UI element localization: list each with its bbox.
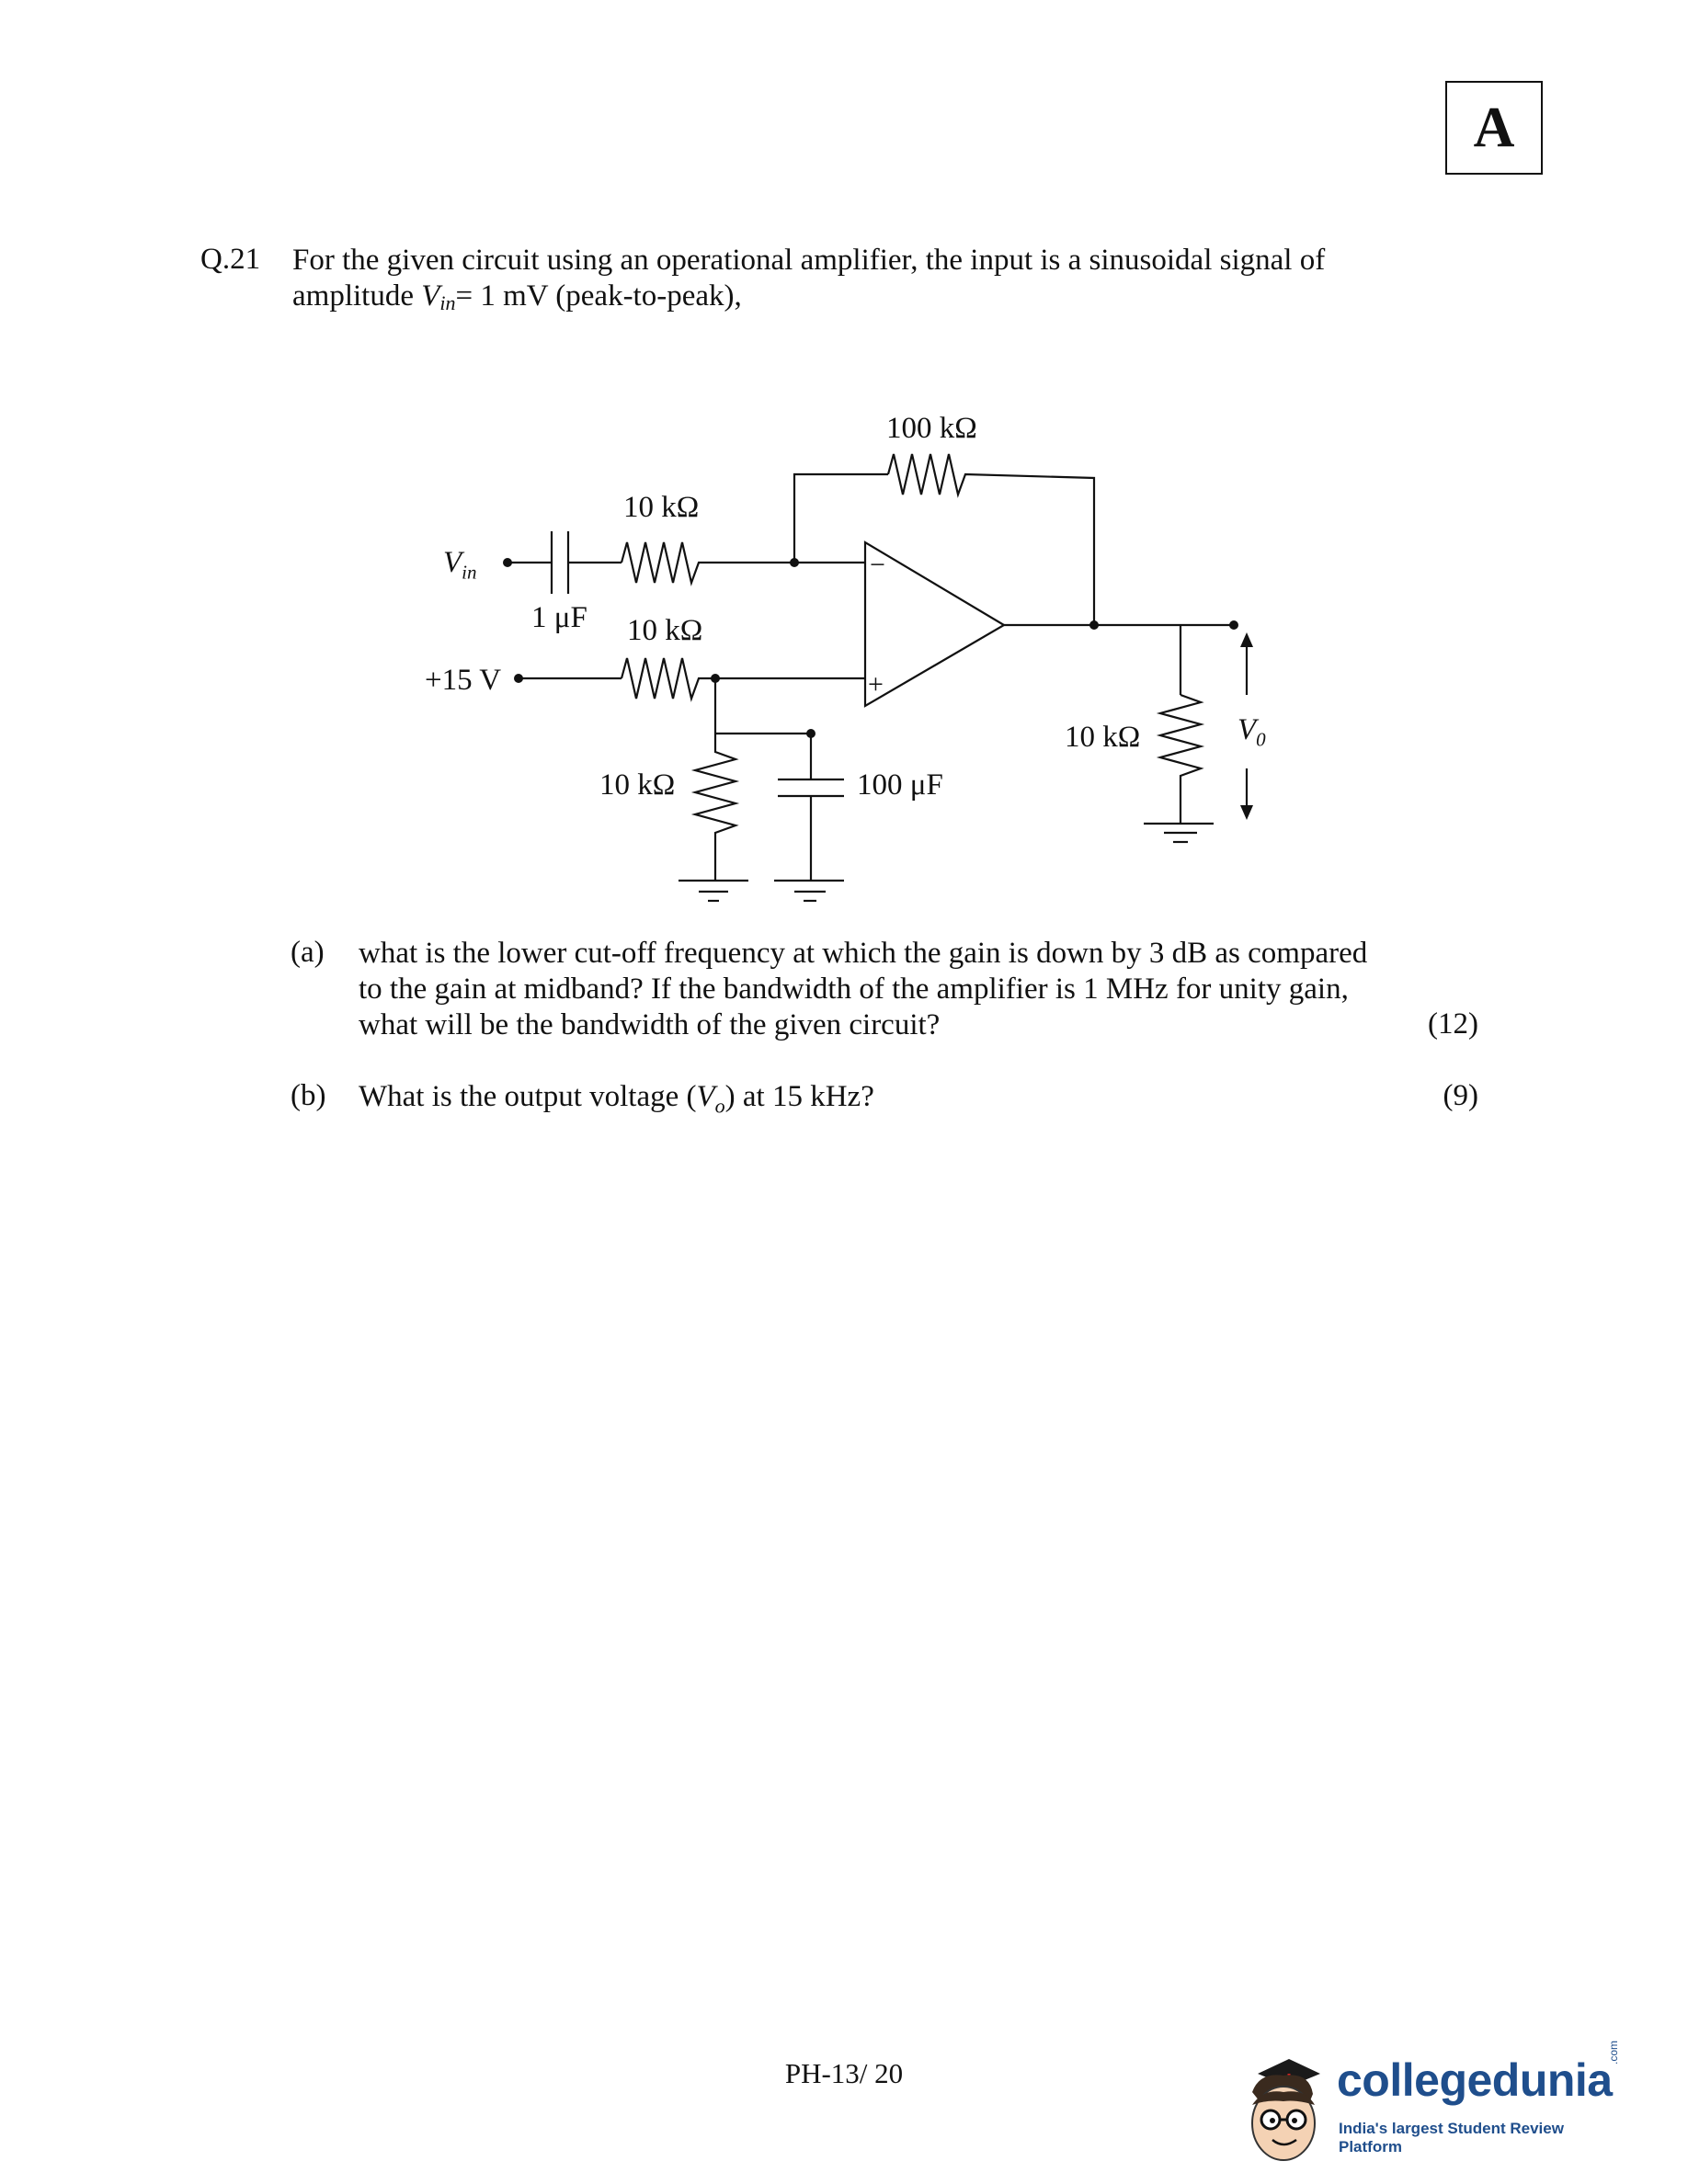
vo-arrowhead-up — [1240, 632, 1253, 647]
inverting-node — [790, 558, 799, 567]
part-a-marks: (12) — [1428, 1007, 1478, 1041]
logo-brand-text: collegedunia — [1337, 2054, 1613, 2106]
inverting-input-sign: − — [870, 550, 885, 580]
vo-arrowhead-down — [1240, 805, 1253, 820]
op-amp-triangle — [865, 542, 1004, 706]
logo-tagline: India's largest Student Review Platform — [1339, 2120, 1564, 2156]
input-resistor-label: 10 kΩ — [623, 491, 700, 524]
op-amp-circuit-diagram — [0, 0, 1688, 919]
vin-label: $V_{in}$ — [443, 546, 477, 584]
feedback-resistor-label: 100 kΩ — [886, 412, 977, 445]
part-a-text: what is the lower cut-off frequency at which the gain is down by 3 dB as compared to the gain at midband? If the bandwidth of the amplifier is 1 MHz for unity gain, what will be the bandwidth of the given circuit? — [359, 937, 1368, 1041]
load-resistor — [1160, 695, 1201, 824]
question-line-2: amplitude $V_{in}= 1$ mV (peak-to-peak), — [292, 279, 742, 314]
part-b-text: What is the output voltage $(V_o)$ at 15 kHz? — [359, 1080, 874, 1118]
feedback-resistor — [888, 454, 1094, 625]
input-resistor — [622, 542, 794, 583]
ground-resistor — [695, 734, 736, 881]
logo-dotcom-text: .com — [1607, 2040, 1620, 2065]
set-letter: A — [1473, 96, 1515, 159]
bias-node — [711, 674, 720, 683]
part-a-label: (a) — [291, 936, 325, 969]
input-capacitor-label: 1 μF — [531, 601, 587, 634]
mascot-icon — [1232, 2048, 1333, 2167]
part-b-marks: (9) — [1443, 1079, 1478, 1112]
cap-node — [806, 729, 815, 738]
plus15v-terminal — [514, 674, 523, 683]
output-node — [1089, 620, 1099, 630]
part-b-label: (b) — [291, 1079, 326, 1112]
load-resistor-label: 10 kΩ — [1065, 721, 1141, 754]
vin-terminal — [503, 558, 512, 567]
question-line-1: For the given circuit using an operational amplifier, the input is a sinusoidal signal of — [292, 244, 1326, 277]
bias-resistor — [622, 658, 865, 699]
page-code: PH-13/ 20 — [784, 2057, 904, 2089]
noninverting-input-sign: + — [868, 669, 884, 700]
ground-resistor-label: 10 kΩ — [599, 768, 676, 802]
collegedunia-logo — [1232, 2040, 1627, 2167]
vo-label: $V_0$ — [1237, 713, 1266, 751]
question-number: Q.21 — [200, 243, 261, 276]
plus15v-label: +15 V — [425, 664, 502, 697]
bias-capacitor-label: 100 μF — [857, 768, 943, 802]
output-terminal — [1229, 620, 1238, 630]
bias-resistor-label: 10 kΩ — [627, 614, 703, 647]
